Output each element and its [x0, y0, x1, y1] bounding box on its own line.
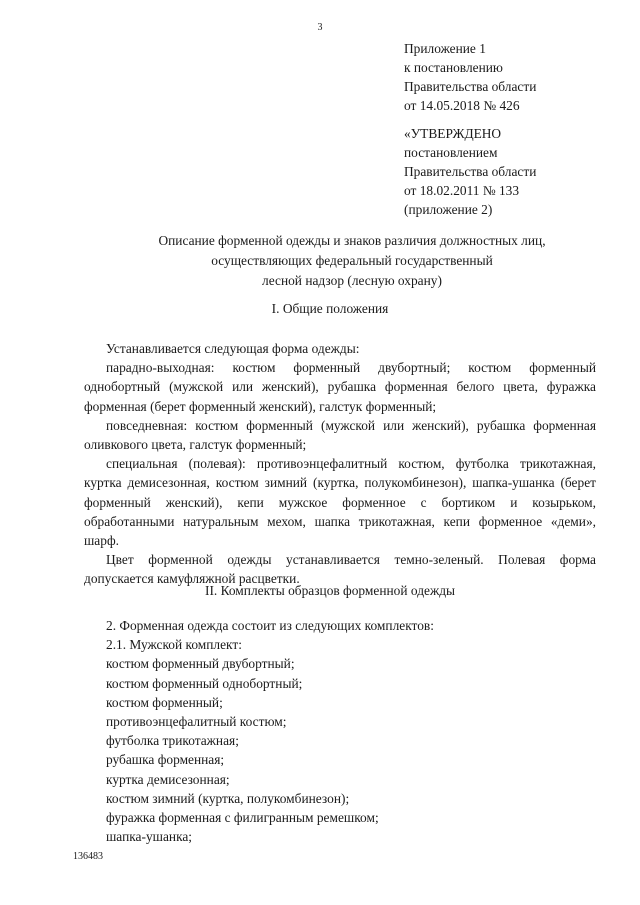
list-item: шапка-ушанка; — [106, 829, 193, 845]
list-item: фуражка форменная с филигранным ремешком; — [106, 810, 379, 826]
paragraph: Устанавливается следующая форма одежды: — [106, 341, 360, 356]
approval-line: постановлением — [404, 145, 498, 160]
list-item: футболка трикотажная; — [106, 733, 239, 749]
list-item: костюм зимний (куртка, полукомбинезон); — [106, 790, 350, 806]
appendix-block — [404, 39, 536, 115]
list-item: куртка демисезонная; — [106, 771, 230, 787]
document-id: 136483 — [73, 851, 103, 862]
list-item: рубашка форменная; — [106, 752, 225, 768]
section-2-heading: II. Комплекты образцов форменной одежды — [204, 583, 456, 598]
paragraph: повседневная: костюм форменный (мужской или женский), рубашка форменная оливкового цвета, галстук форменный; — [84, 417, 596, 453]
list-item: 2.1. Мужской комплект: — [106, 637, 242, 653]
list-item: костюм форменный однобортный; — [106, 675, 303, 691]
page-number: 3 — [317, 22, 323, 33]
title-line: лесной надзор (лесную охрану) — [262, 273, 442, 288]
paragraph: Цвет форменной одежды устанавливается темно-зеленый. Полевая форма допускается камуфляжной расцветки. — [84, 552, 596, 587]
approval-line: «УТВЕРЖДЕНО — [404, 126, 502, 141]
document-title — [0, 231, 640, 291]
appendix-line: к постановлению — [404, 60, 503, 75]
approval-line: Правительства области — [404, 164, 537, 179]
section-1-body — [84, 339, 596, 589]
appendix-line: Правительства области — [404, 79, 537, 94]
list-item: 2. Форменная одежда состоит из следующих комплектов: — [106, 618, 434, 633]
approval-block — [404, 124, 536, 219]
appendix-line: Приложение 1 — [404, 41, 486, 56]
paragraph: специальная (полевая): противоэнцефалитный костюм, футболка трикотажная, куртка демисезонная, костюм зимний (куртка, полукомбинезон), шапка-ушанка (берет форменный женский), кепи мужское форменное с бортиком и козырьком, обработанными натуральным мехом, шапка трикотажная, кепи форменное «деми», шарф. — [84, 456, 596, 549]
section-1-heading: I. Общие положения — [271, 301, 389, 316]
approval-line: (приложение 2) — [404, 202, 493, 217]
section-2-body — [84, 616, 596, 846]
approval-line: от 18.02.2011 № 133 — [404, 183, 520, 198]
title-line: осуществляющих федеральный государственный — [211, 253, 493, 268]
list-item: костюм форменный; — [106, 694, 223, 710]
list-item: противоэнцефалитный костюм; — [106, 714, 287, 730]
list-item: костюм форменный двубортный; — [106, 656, 295, 672]
paragraph: парадно-выходная: костюм форменный двубортный; костюм форменный однобортный (мужской или женский), рубашка форменная белого цвета, фуражка форменная (берет форменный женский), галстук форменный; — [84, 360, 596, 414]
title-line: Описание форменной одежды и знаков различия должностных лиц, — [158, 233, 546, 248]
appendix-line: от 14.05.2018 № 426 — [404, 98, 520, 113]
